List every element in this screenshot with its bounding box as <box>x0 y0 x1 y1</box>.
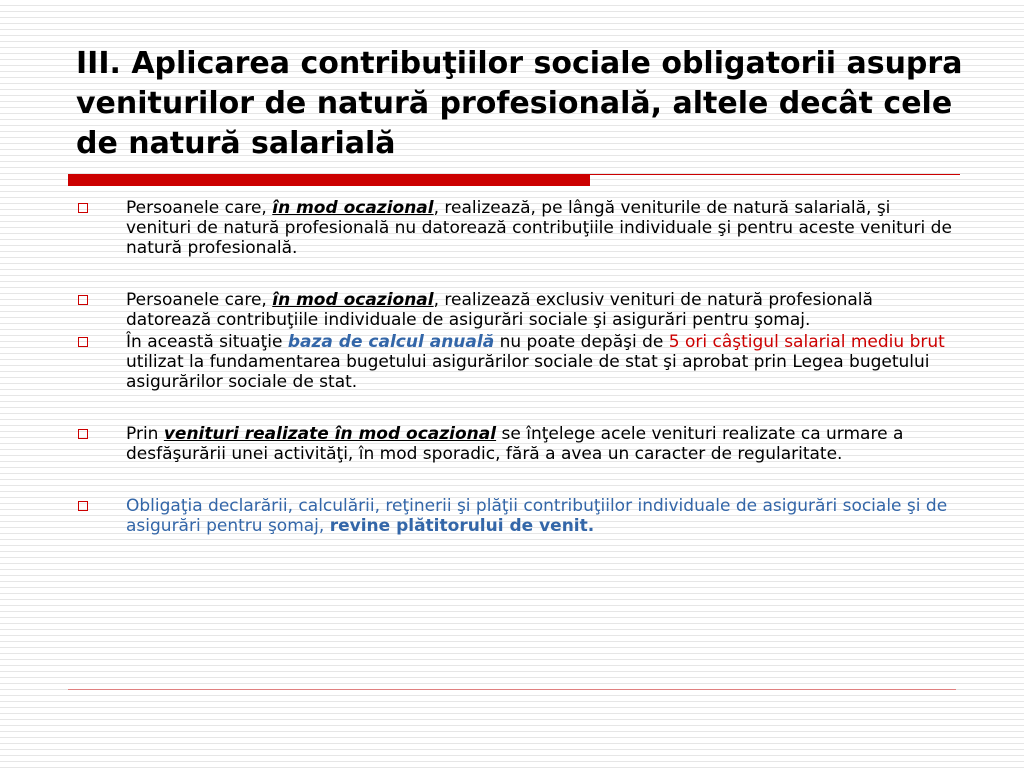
emphasis-text-blue-bold: revine plătitorului de venit. <box>329 516 595 536</box>
title-underline-thick <box>68 174 590 186</box>
bullet-text: , realizează, pe lângă veniturile de natură salarială, şi venituri de natură profesională nu datorează contribuţiile individuale şi pentru aceste venituri de natură profesională. <box>126 198 952 258</box>
bullet-item <box>76 496 956 536</box>
highlight-text-red: 5 ori câştigul salarial mediu brut <box>668 332 945 352</box>
bullet-item <box>76 332 956 392</box>
hollow-square-bullet-icon <box>78 295 88 305</box>
bullet-text: se înţelege acele venituri realizate ca urmare a desfăşurării unei activităţi, în mod sporadic, fără a avea un caracter de regularitate. <box>126 424 904 464</box>
bullet-text-blue: Obligaţia declarării, calculării, reţinerii şi plăţii contribuţiilor individuale de asigurări sociale şi de asigurări pentru şomaj, <box>126 496 948 536</box>
hollow-square-bullet-icon <box>78 203 88 213</box>
emphasis-text: în mod ocazional <box>272 290 434 310</box>
emphasis-text: venituri realizate în mod ocazional <box>163 424 497 444</box>
bullet-text: Prin <box>126 424 164 444</box>
emphasis-text: în mod ocazional <box>272 198 434 218</box>
bullet-item <box>76 198 956 258</box>
bullet-text: Persoanele care, <box>126 198 273 218</box>
footer-divider <box>68 689 956 690</box>
bullet-item <box>76 424 956 464</box>
bullet-item <box>76 290 956 330</box>
bullet-text: În această situaţie <box>126 332 288 352</box>
emphasis-text-blue: baza de calcul anuală <box>287 332 495 352</box>
slide-title: III. Aplicarea contribuţiilor sociale obligatorii asupra veniturilor de natură profesională, altele decât cele de natură salarială <box>76 46 963 161</box>
title-underline-thin <box>590 174 960 175</box>
bullet-text: utilizat la fundamentarea bugetului asigurărilor sociale de stat şi aprobat prin Legea bugetului asigurărilor sociale de stat. <box>126 352 930 392</box>
bullet-text: Persoanele care, <box>126 290 273 310</box>
hollow-square-bullet-icon <box>78 501 88 511</box>
hollow-square-bullet-icon <box>78 429 88 439</box>
bullet-text: , realizează exclusiv venituri de natură profesională datorează contribuţiile individuale de asigurări sociale şi asigurări pentru şomaj. <box>126 290 873 330</box>
bullet-list <box>76 198 956 536</box>
hollow-square-bullet-icon <box>78 337 88 347</box>
bullet-text: nu poate depăşi de <box>494 332 669 352</box>
